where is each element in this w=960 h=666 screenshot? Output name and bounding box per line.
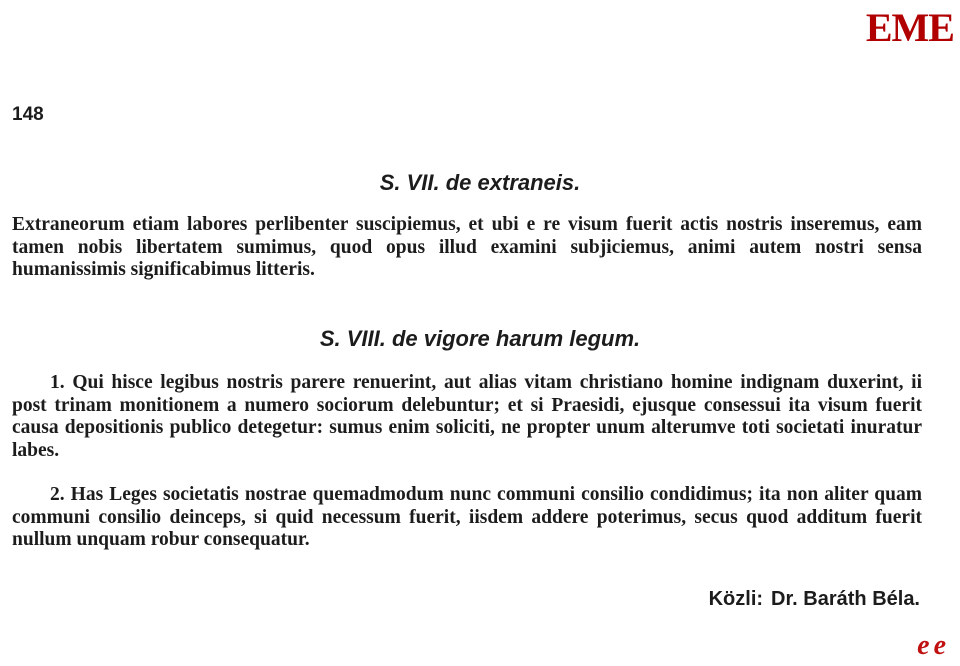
logo-text: EME	[865, 5, 954, 50]
section-7-paragraph: Extraneorum etiam labores perlibenter suscipiemus, et ubi e re visum fuerit actis nostris inseremus, eam tamen nobis libertatem sumimus, quod opus illud examini subjiciemus, animi autem nostri sensa humanissimis significabimus litteris.	[12, 214, 922, 280]
section-8-paragraph-1: 1. Qui hisce legibus nostris parere renuerint, aut alias vitam christiano homine indignam duxerint, ii post trinam monitionem a numero sociorum delebuntur; et si Praesidi, ejusque consessui ita visum fuerit causa depositionis publico detegetur: sumus enim soliciti, ne propter unum alterumve toti societati inuratur labes.	[12, 372, 922, 461]
eme-logo	[866, 4, 954, 51]
section-7-heading: S. VII. de extraneis.	[379, 170, 581, 195]
signature-label: Közli:	[708, 588, 764, 610]
bottom-mark: ee	[917, 630, 950, 661]
page-number: 148	[12, 104, 44, 125]
signature	[709, 588, 920, 611]
section-8-paragraph-2: 2. Has Leges societatis nostrae quemadmodum nunc communi consilio condidimus; ita non aliter quam communi consilio deinceps, si quid necessum fuerit, iisdem addere poterimus, secus quod additum fuerit nullum unquam robur consequatur.	[12, 484, 922, 550]
signature-name: Dr. Baráth Béla.	[771, 588, 920, 610]
section-8-heading: S. VIII. de vigore harum legum.	[319, 326, 641, 351]
